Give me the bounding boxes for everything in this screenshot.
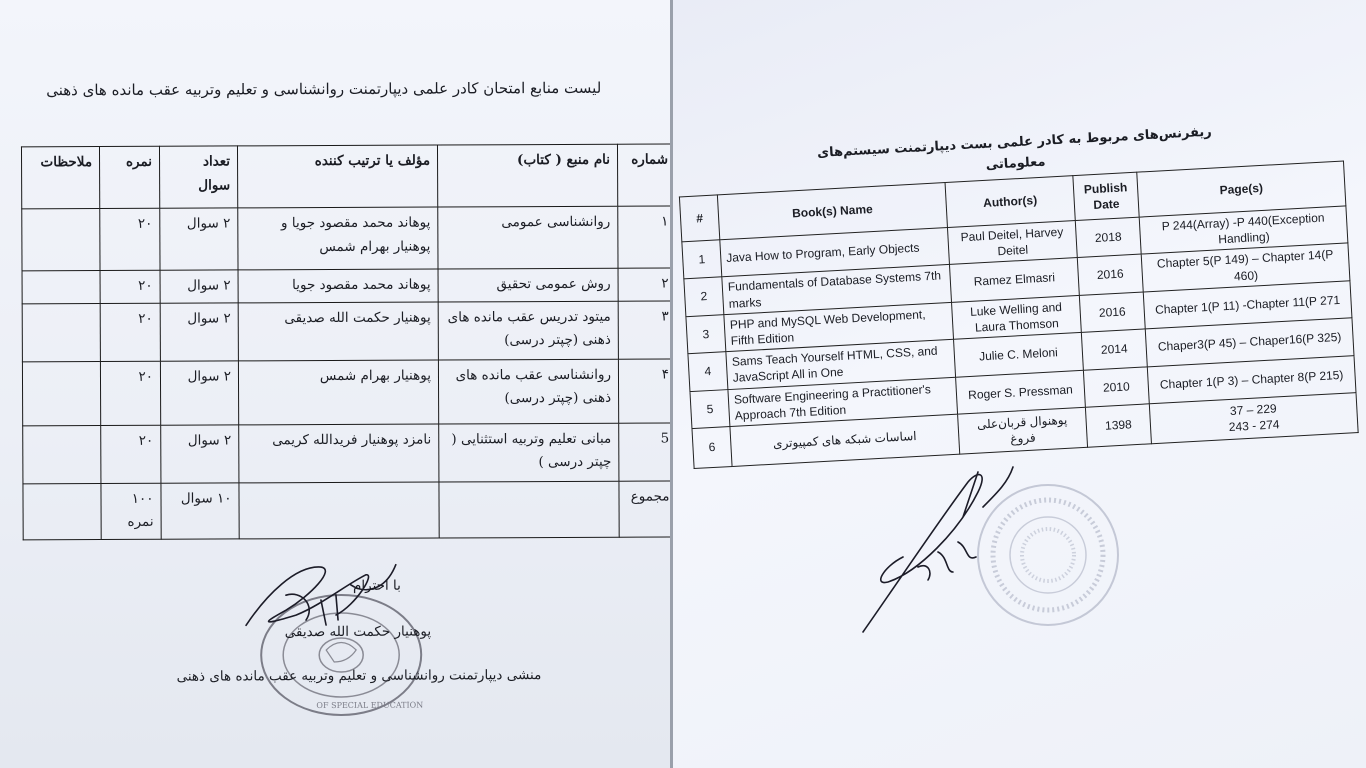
right-document-title: ریفرنس‌های مربوط به کادر علمی بست دیپارتمنت سیستم‌های معلوماتی (816, 124, 1213, 173)
table-row: 5 Software Engineering a Practitioner's Approach 7th Edition Roger S. Pressman 2010 Chapter 1(P 3) – Chapter 8(P 215) (690, 355, 1356, 428)
header-author: مؤلف یا ترتیب کننده (237, 145, 437, 208)
header-date: Publish Date (1073, 172, 1139, 220)
header-source: نام منبع ( کتاب) (437, 144, 617, 207)
table-row: 5 مبانی تعلیم وتربیه استثنایی ( چپتر درسی ) نامزد پوهنیار فریدالله کریمی ۲ سوال ۲۰ (23, 423, 670, 484)
exam-sources-table (21, 143, 670, 540)
signature-name: پوهنیار حکمت الله صدیقی (284, 623, 432, 641)
left-document-title: لیست منابع امتحان کادر علمی دیپارتمنت روانشناسی و تعلیم وتربیه عقب مانده های ذهنی (46, 78, 602, 100)
table-row: ۴ روانشناسی عقب مانده های ذهنی (چپتر درسی) پوهنیار بهرام شمس ۲ سوال ۲۰ (22, 359, 670, 426)
header-notes: ملاحظات (21, 147, 99, 209)
table-row: 3 PHP and MySQL Web Development, Fifth Edition Luke Welling and Laura Thomson 2016 Chapter 1(P 11) -Chapter 11(P 271 (686, 281, 1352, 354)
table-row: 1 Java How to Program, Early Objects Paul Deitel, Harvey Deitel 2018 P 244(Array) -P 440(Exception Handling) (682, 206, 1348, 279)
right-document-page (673, 0, 1366, 768)
stamp-text: OF SPECIAL EDUCATION (316, 700, 424, 711)
official-stamp-right (973, 480, 1123, 630)
references-table (679, 160, 1359, 468)
total-score: ۱۰۰ نمره (101, 483, 161, 540)
header-questions: تعداد سوال (159, 146, 237, 208)
table-row: 2 Fundamentals of Database Systems 7th marks Ramez Elmasri 2016 Chapter 5(P 149) – Chapter 14(P 460) (684, 243, 1350, 316)
table-row: 4 Sams Teach Yourself HTML, CSS, and JavaScript All in One Julie C. Meloni 2014 Chaper3(P 45) – Chaper16(P 325) (688, 318, 1354, 391)
left-document-content (0, 0, 670, 768)
header-num: # (679, 195, 719, 242)
table-total-row (23, 481, 670, 540)
table-row: ۳ میتود تدریس عقب مانده های ذهنی (چپتر درسی) پوهنیار حکمت الله صدیقی ۲ سوال ۲۰ (22, 301, 670, 362)
signature-role: منشی دیپارتمنت روانشناسی و تعلیم وتربیه عقب مانده های ذهنی (176, 667, 542, 685)
header-pages: Page(s) (1137, 161, 1346, 217)
header-number: شماره (617, 144, 670, 206)
table-row: ۱ روانشناسی عمومی پوهاند محمد مقصود جویا و پوهنیار بهرام شمس ۲ سوال ۲۰ (22, 206, 670, 271)
table-row: ۲ روش عمومی تحقیق پوهاند محمد مقصود جویا ۲ سوال ۲۰ (22, 268, 670, 303)
left-document-page (0, 0, 670, 768)
header-book: Book(s) Name (717, 183, 947, 240)
right-document-content (673, 0, 1366, 768)
total-label: مجموع (619, 481, 670, 538)
total-questions: ۱۰ سوال (161, 483, 239, 540)
header-author: Author(s) (945, 176, 1075, 228)
header-score: نمره (99, 146, 159, 208)
table-header-row (21, 144, 670, 209)
signature-regards: با احترام (352, 577, 401, 594)
table-row: 6 اساسات شبکه های کمپیوتری پوهنوال قربان‌علی فروغ 1398 37 – 229 243 - 274 (692, 393, 1358, 469)
